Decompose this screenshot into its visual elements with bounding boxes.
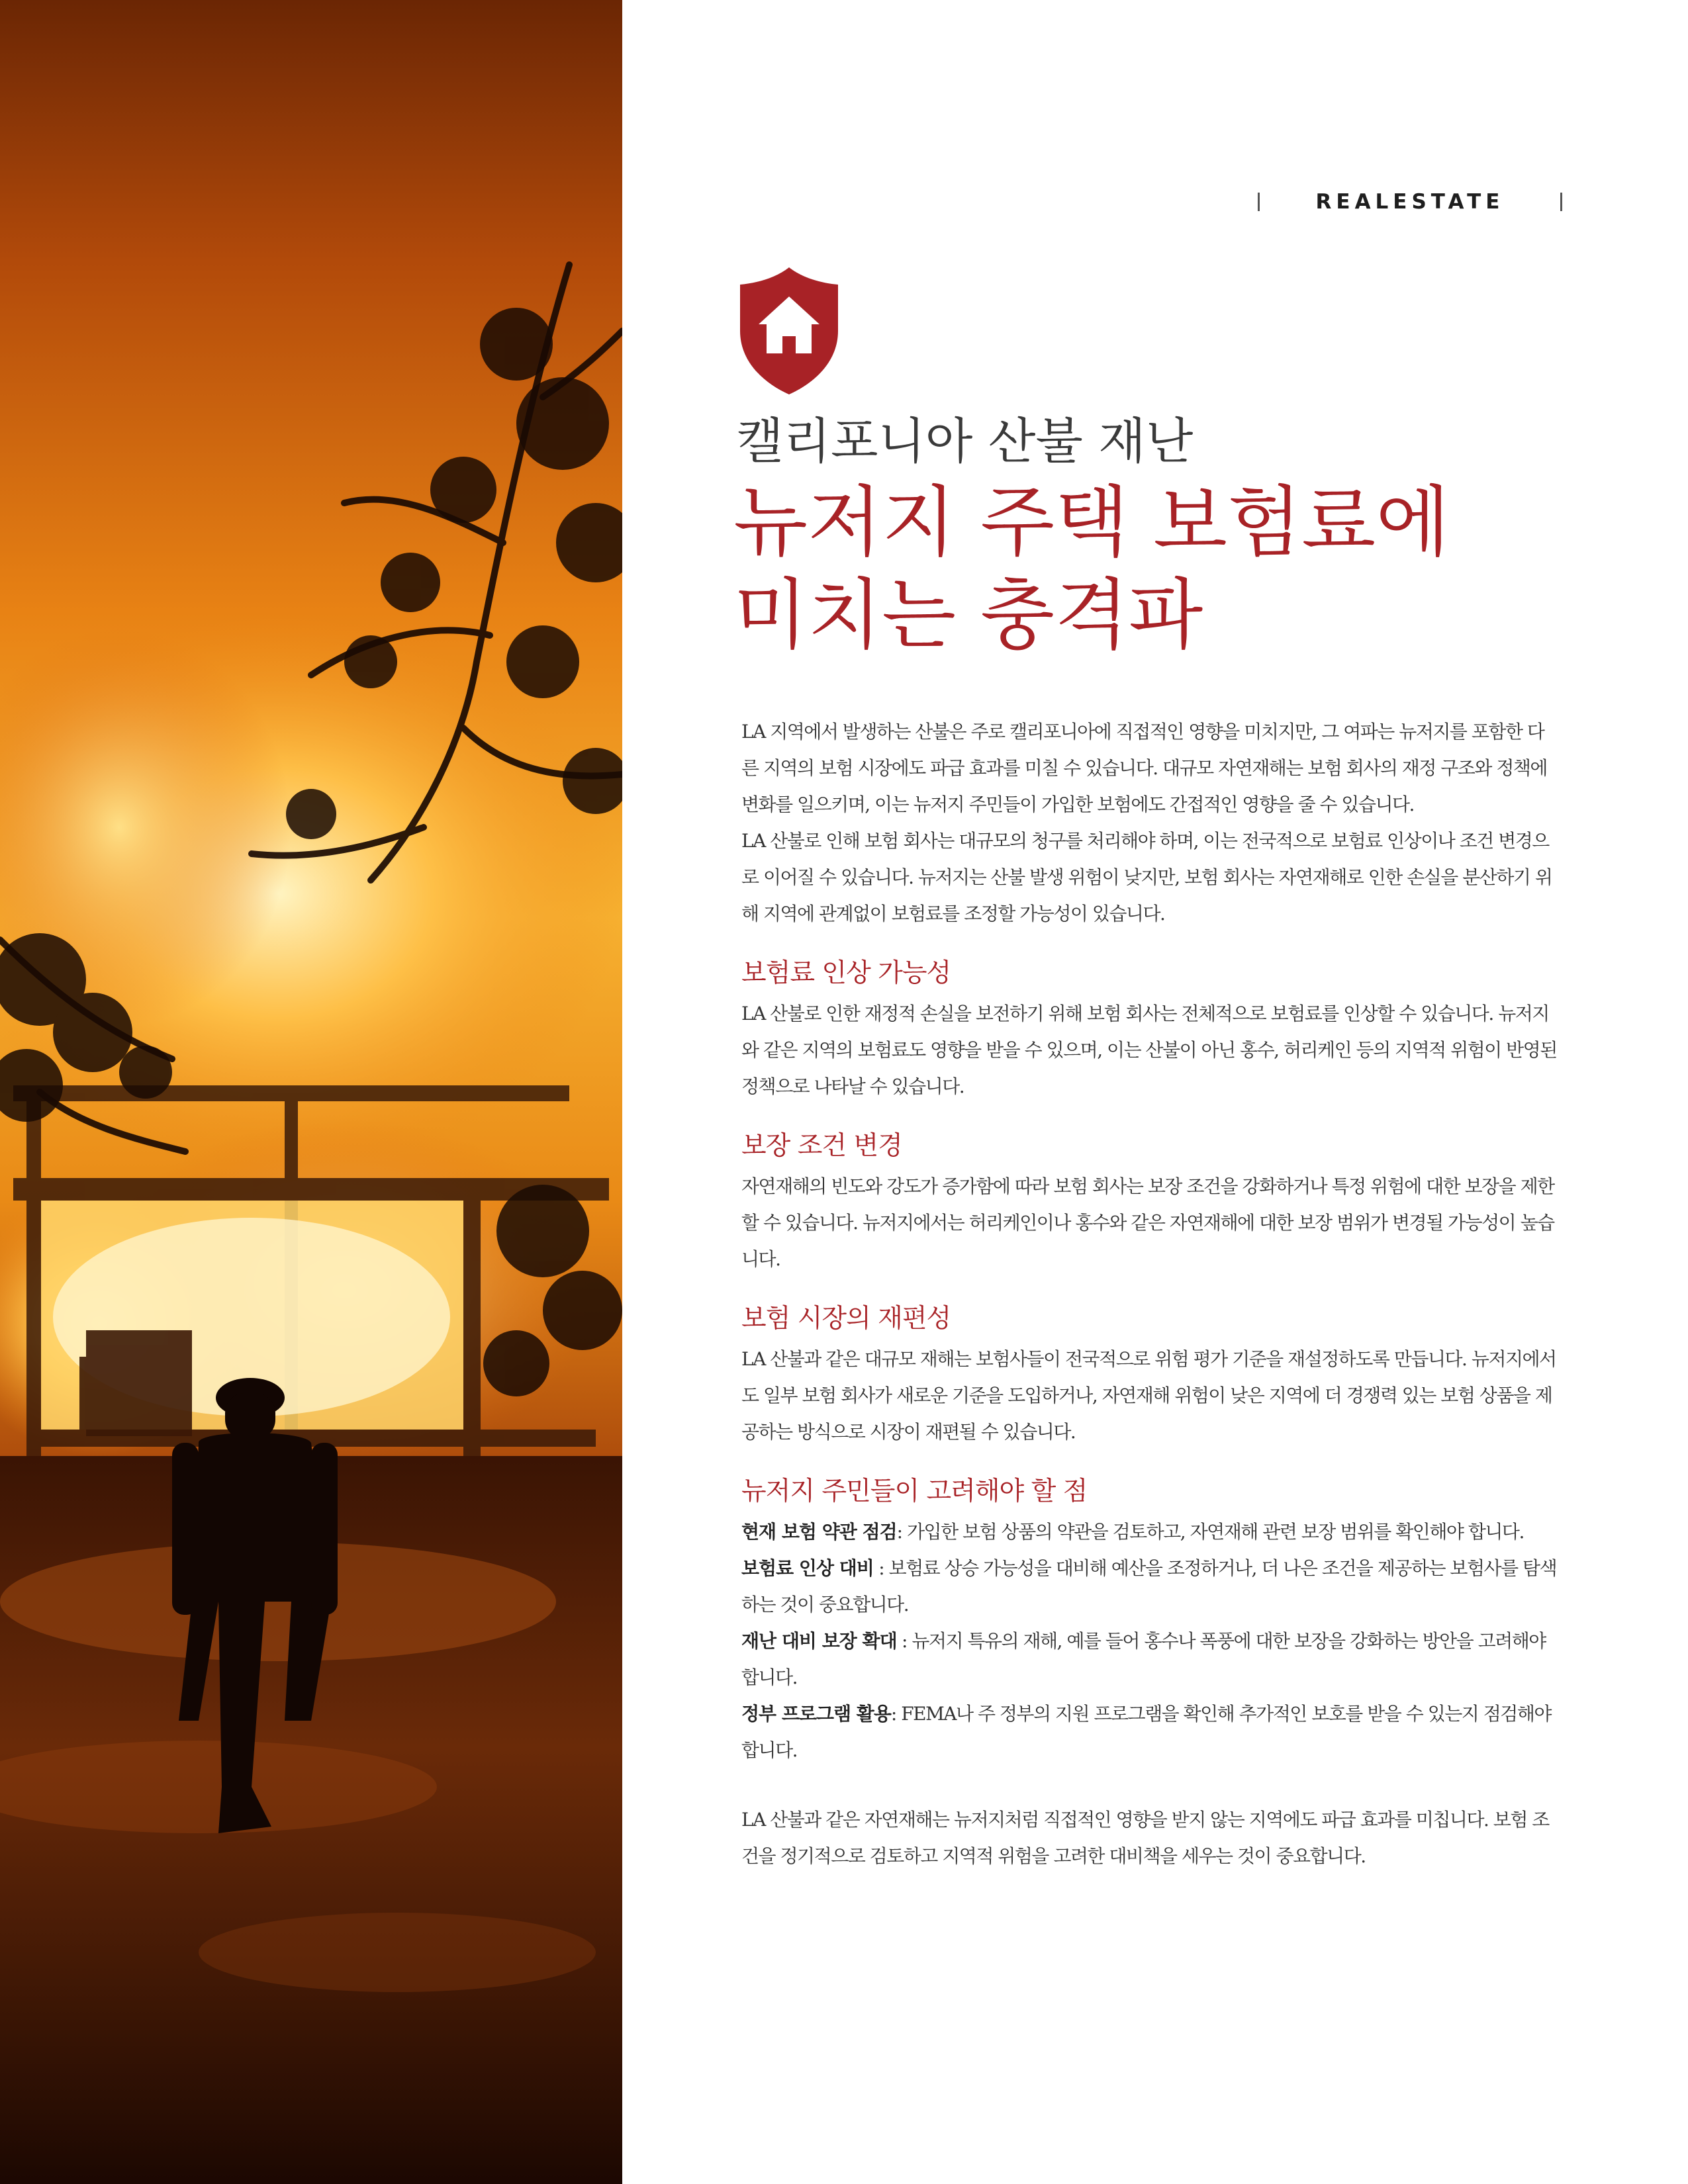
consideration-item: 현재 보험 약관 점검: 가입한 보험 상품의 약관을 검토하고, 자연재해 관련 보장 범위를 확인해야 합니다.: [741, 1521, 1524, 1543]
section-heading-coverage: 보장 조건 변경: [741, 1131, 902, 1161]
intro-paragraph-2: LA 산불로 인해 보험 회사는 대규모의 청구를 처리해야 하며, 이는 전국적으로 보험료 인상이나 조건 변경으로 이어질 수 있습니다. 뉴저지는 산불 발생 위험이 낮지만, 보험 회사는 자연재해로 인한 손실을 분산하기 위해 지역에 관계없이 보험료를 조정할 가능성이 있습니다.: [741, 830, 1552, 925]
section-text-premium: LA 산불로 인한 재정적 손실을 보전하기 위해 보험 회사는 전체적으로 보험료를 인상할 수 있습니다. 뉴저지와 같은 지역의 보험료도 영향을 받을 수 있으며, 이는 산불이 아닌 홍수, 허리케인 등의 지역적 위험이 반영된 정책으로 나타날 수 있습니다.: [741, 1003, 1557, 1097]
consideration-item: 재난 대비 보장 확대 : 뉴저지 특유의 재해, 예를 들어 홍수나 폭풍에 대한 보장을 강화하는 방안을 고려해야 합니다.: [741, 1630, 1546, 1688]
headline: [733, 477, 1594, 662]
shield-house-icon: [736, 265, 842, 397]
section-text-market: LA 산불과 같은 대규모 재해는 보험사들이 전국적으로 위험 평가 기준을 재설정하도록 만듭니다. 뉴저지에서도 일부 보험 회사가 새로운 기준을 도입하거나, 자연재해 위험이 낮은 지역에 더 경쟁력 있는 보험 상품을 제공하는 방식으로 시장이 재편될 수 있습니다.: [741, 1348, 1556, 1443]
article-body: [741, 713, 1559, 1874]
section-tag: [1258, 189, 1562, 215]
consideration-item: 보험료 인상 대비 : 보험료 상승 가능성을 대비해 예산을 조정하거나, 더 나은 조건을 제공하는 보험사를 탐색하는 것이 중요합니다.: [741, 1557, 1557, 1615]
consideration-text: 가입한 보험 상품의 약관을 검토하고, 자연재해 관련 보장 범위를 확인해야 합니다.: [906, 1521, 1524, 1543]
divider: [1560, 193, 1562, 211]
consideration-label: 현재 보험 약관 점검: [741, 1521, 897, 1543]
section-text-coverage: 자연재해의 빈도와 강도가 증가함에 따라 보험 회사는 보장 조건을 강화하거나 특정 위험에 대한 보장을 제한할 수 있습니다. 뉴저지에서는 허리케인이나 홍수와 같은 자연재해에 대한 보장 범위가 변경될 가능성이 높습니다.: [741, 1175, 1554, 1270]
closing-paragraph: LA 산불과 같은 자연재해는 뉴저지처럼 직접적인 영향을 받지 않는 지역에도 파급 효과를 미칩니다. 보험 조건을 정기적으로 검토하고 지역적 위험을 고려한 대비책을 세우는 것이 중요합니다.: [741, 1809, 1549, 1867]
kicker-title: 캘리포니아 산불 재난: [736, 413, 1194, 470]
section-heading-market: 보험 시장의 재편성: [741, 1304, 951, 1334]
divider: [1258, 193, 1260, 211]
consideration-label: 재난 대비 보장 확대: [741, 1630, 897, 1652]
headline-line-2: 미치는 충격파: [733, 570, 1203, 660]
consideration-label: 보험료 인상 대비: [741, 1557, 874, 1579]
consideration-text: 보험료 상승 가능성을 대비해 예산을 조정하거나, 더 나은 조건을 제공하는 보험사를 탐색하는 것이 중요합니다.: [741, 1557, 1557, 1615]
intro-paragraph-1: LA 지역에서 발생하는 산불은 주로 캘리포니아에 직접적인 영향을 미치지만, 그 여파는 뉴저지를 포함한 다른 지역의 보험 시장에도 파급 효과를 미칠 수 있습니다. 대규모 자연재해는 보험 회사의 재정 구조와 정책에 변화를 일으키며, 이는 뉴저지 주민들이 가입한 보험에도 간접적인 영향을 줄 수 있습니다.: [741, 721, 1547, 815]
section-tag-label: REALESTATE: [1315, 190, 1505, 214]
consideration-text: 뉴저지 특유의 재해, 예를 들어 홍수나 폭풍에 대한 보장을 강화하는 방안을 고려해야 합니다.: [741, 1630, 1546, 1688]
headline-line-1: 뉴저지 주택 보험료에: [733, 478, 1450, 567]
consideration-label: 정부 프로그램 활용: [741, 1703, 891, 1725]
wildfire-photo: [0, 0, 622, 2184]
consideration-text: FEMA나 주 정부의 지원 프로그램을 확인해 추가적인 보호를 받을 수 있는지 점검해야 합니다.: [741, 1703, 1551, 1761]
section-heading-premium: 보험료 인상 가능성: [741, 958, 951, 988]
consideration-item: 정부 프로그램 활용: FEMA나 주 정부의 지원 프로그램을 확인해 추가적인 보호를 받을 수 있는지 점검해야 합니다.: [741, 1703, 1551, 1761]
section-heading-considerations: 뉴저지 주민들이 고려해야 할 점: [741, 1477, 1088, 1506]
